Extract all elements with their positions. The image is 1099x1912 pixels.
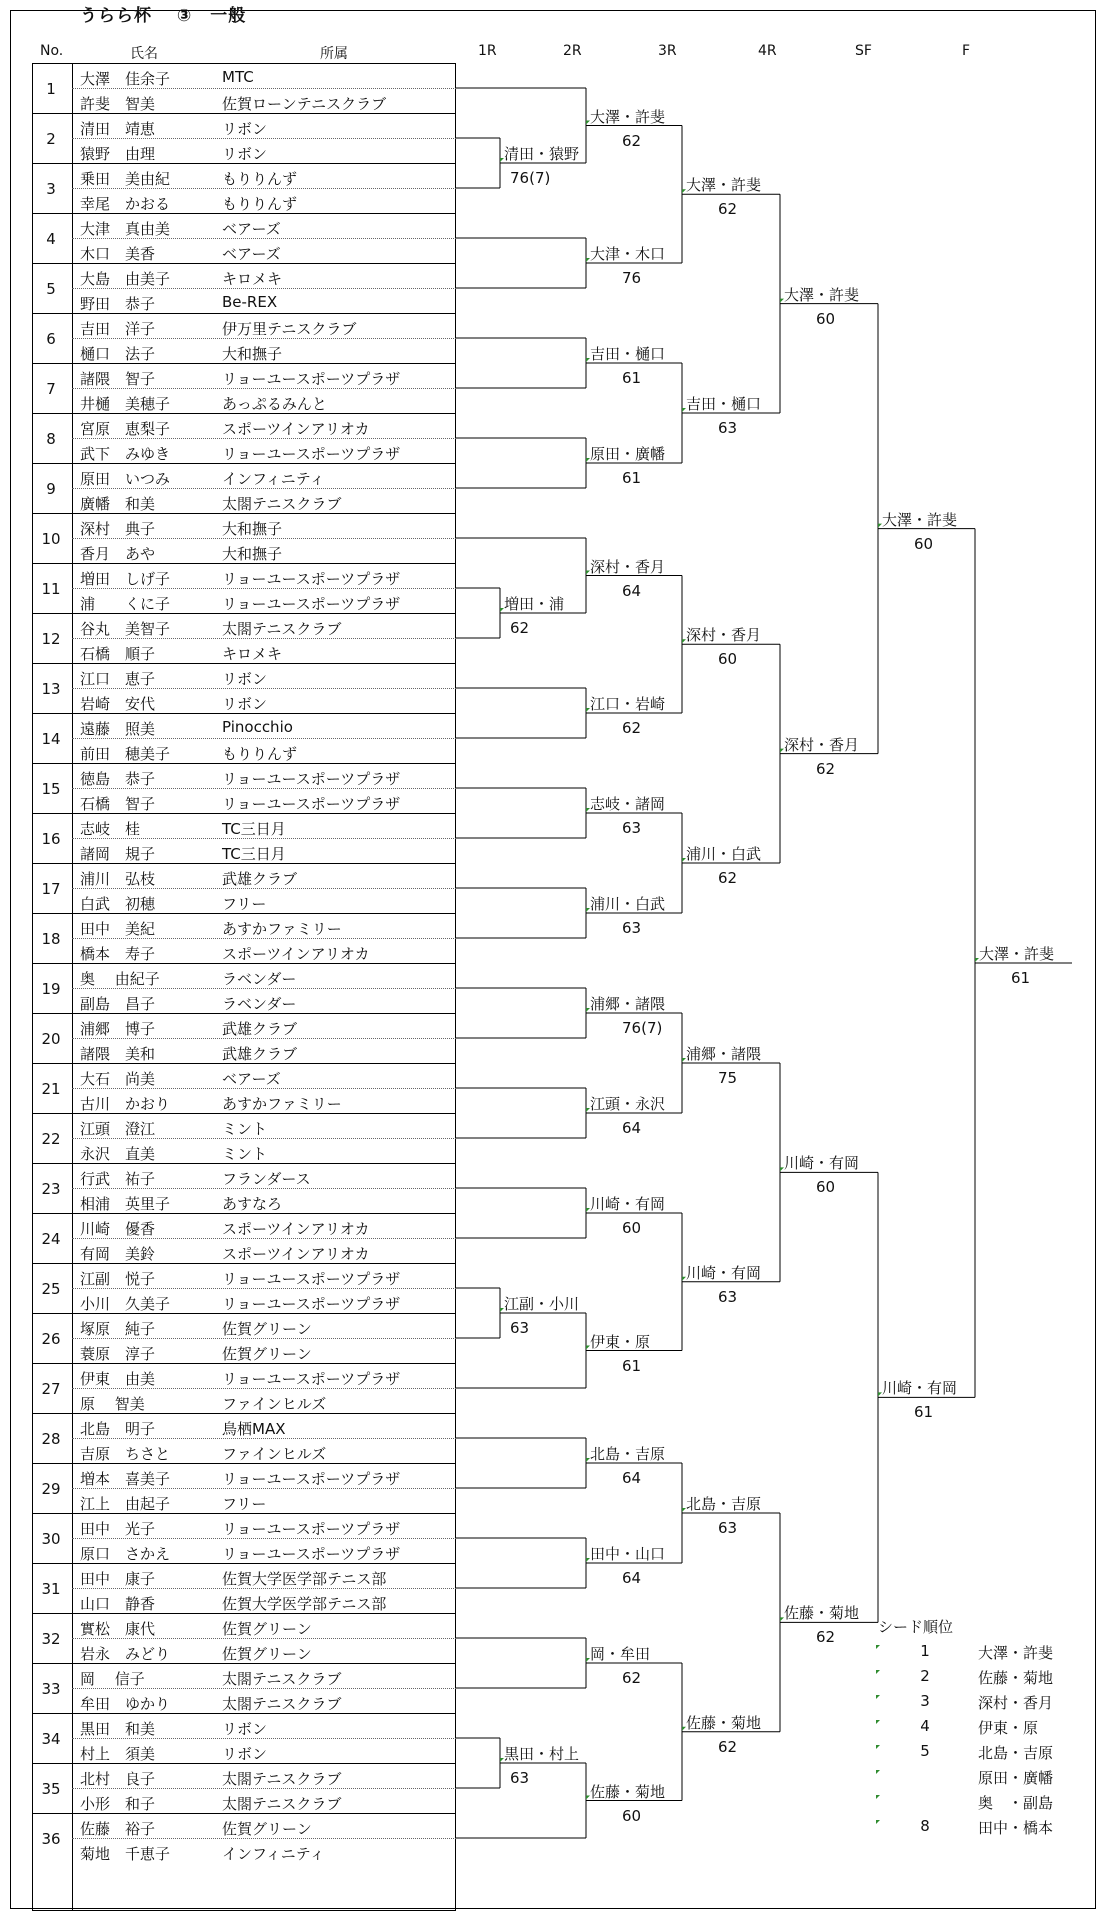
player-club: もりりんず	[222, 745, 298, 763]
player-club: フリー	[222, 1495, 267, 1513]
player-name: 岩永 みどり	[80, 1645, 171, 1663]
player-name: 北島 明子	[80, 1420, 156, 1438]
pair-number: 26	[41, 1330, 61, 1348]
pair-number: 30	[41, 1530, 61, 1548]
player-club: 太閤テニスクラブ	[222, 620, 342, 638]
player-name: 大澤 佳余子	[80, 70, 171, 88]
player-club: 佐賀グリーン	[222, 1820, 312, 1838]
match-score: 63	[622, 919, 642, 937]
player-club: リョーユースポーツプラザ	[222, 445, 401, 463]
pair-number: 20	[41, 1030, 61, 1048]
player-club: スポーツインアリオカ	[222, 1245, 370, 1263]
match-score: 63	[510, 1769, 530, 1787]
player-name: 浦 くに子	[80, 595, 171, 613]
pair-number: 7	[46, 380, 56, 398]
seed-rank: 8	[920, 1817, 930, 1835]
seed-rank: 5	[920, 1742, 930, 1760]
player-name: 野田 恭子	[80, 295, 156, 313]
player-club: 佐賀グリーン	[222, 1620, 312, 1638]
player-club: 太閤テニスクラブ	[222, 1770, 342, 1788]
match-winner: 佐藤・菊地	[590, 1782, 666, 1801]
player-club: 伊万里テニスクラブ	[222, 320, 357, 338]
player-club: キロメキ	[222, 645, 283, 663]
player-club: リボン	[222, 695, 268, 713]
player-club: 佐賀大学医学部テニス部	[222, 1570, 387, 1588]
pair-number: 13	[41, 680, 61, 698]
player-name: 武下 みゆき	[80, 445, 171, 463]
match-winner: 浦川・白武	[686, 845, 762, 863]
player-club: リボン	[222, 670, 268, 688]
match-score: 62	[510, 619, 530, 637]
player-name: 前田 穂美子	[80, 745, 171, 763]
player-club: 大和撫子	[222, 345, 283, 363]
match-score: 62	[718, 869, 738, 887]
match-score: 62	[622, 131, 642, 150]
match-winner: 大澤・許斐	[686, 176, 762, 195]
pair-number: 25	[41, 1280, 61, 1298]
match-winner: 川崎・有岡	[882, 1379, 958, 1398]
player-name: 大島 由美子	[80, 270, 171, 288]
match-winner: 江副・小川	[504, 1295, 580, 1313]
player-name: 田中 美紀	[80, 920, 156, 938]
player-name: 原田 いつみ	[80, 470, 171, 488]
player-name: 有岡 美鈴	[80, 1245, 156, 1263]
pair-number: 14	[41, 730, 61, 748]
header-club: 所属	[320, 46, 348, 62]
player-name: 江口 恵子	[80, 670, 156, 688]
player-club: リョーユースポーツプラザ	[222, 1370, 401, 1388]
player-name: 木口 美香	[80, 245, 156, 263]
pair-number: 36	[41, 1830, 61, 1848]
pair-number: 19	[41, 980, 61, 998]
player-club: 大和撫子	[222, 520, 283, 538]
match-winner: 川崎・有岡	[590, 1195, 666, 1213]
match-score: 64	[622, 581, 642, 600]
player-club: TC三日月	[222, 845, 286, 863]
player-name: 諸隈 美和	[80, 1045, 156, 1063]
header-4r: 4R	[758, 43, 777, 59]
player-name: 奥 由紀子	[80, 970, 160, 988]
player-name: 岩崎 安代	[80, 695, 156, 713]
player-name: 浦川 弘枝	[80, 870, 156, 888]
player-name: 岡 信子	[80, 1670, 145, 1688]
player-name: 清田 靖恵	[80, 120, 156, 138]
player-name: 大石 尚美	[80, 1070, 156, 1088]
match-score: 61	[622, 469, 642, 487]
match-score: 64	[622, 1119, 642, 1137]
pair-number: 33	[41, 1680, 61, 1698]
player-name: 川崎 優香	[80, 1220, 156, 1238]
player-name: 石橋 智子	[80, 795, 156, 813]
player-club: キロメキ	[222, 270, 283, 288]
winner-marker	[876, 1820, 880, 1824]
player-name: 吉田 洋子	[80, 320, 156, 338]
player-name: 北村 良子	[80, 1770, 156, 1788]
player-name: 深村 典子	[80, 520, 156, 538]
match-score: 60	[816, 309, 836, 328]
player-club: リョーユースポーツプラザ	[222, 370, 401, 388]
seed-rank: 3	[920, 1692, 930, 1710]
player-club: スポーツインアリオカ	[222, 945, 370, 963]
match-score: 60	[622, 1219, 642, 1237]
player-name: 村上 須美	[80, 1745, 156, 1763]
player-name: 猿野 由理	[80, 145, 156, 163]
player-name: 遠藤 照美	[80, 720, 156, 738]
player-name: 原 智美	[80, 1395, 145, 1413]
match-winner: 増田・浦	[504, 595, 565, 613]
player-club: リョーユースポーツプラザ	[222, 770, 401, 788]
match-score: 61	[622, 369, 642, 387]
player-club: ファインヒルズ	[222, 1445, 327, 1463]
player-club: あっぷるみんと	[222, 395, 327, 413]
player-name: 行武 祐子	[80, 1170, 156, 1188]
pair-number: 5	[46, 280, 56, 298]
player-club: リョーユースポーツプラザ	[222, 1270, 401, 1288]
match-winner: 吉田・樋口	[590, 345, 666, 363]
match-winner: 大津・木口	[590, 245, 666, 263]
player-club: スポーツインアリオカ	[222, 1220, 370, 1238]
player-name: 香月 あや	[80, 545, 156, 563]
match-score: 63	[622, 819, 642, 837]
seed-pair: 北島・吉原	[978, 1744, 1054, 1762]
pair-number: 6	[46, 330, 56, 348]
match-winner: 川崎・有岡	[784, 1154, 860, 1173]
player-name: 許斐 智美	[80, 95, 156, 113]
match-score: 64	[622, 1469, 642, 1487]
match-winner: 北島・吉原	[590, 1445, 666, 1463]
player-name: 田中 康子	[80, 1570, 156, 1588]
match-score: 61	[1011, 969, 1031, 987]
player-club: ベアーズ	[222, 220, 281, 238]
header-sf: SF	[855, 43, 872, 59]
player-name: 諸岡 規子	[80, 845, 156, 863]
seed-rank: 1	[920, 1642, 930, 1660]
player-name: 廣幡 和美	[80, 495, 156, 513]
player-name: 副島 昌子	[80, 995, 156, 1013]
match-score: 64	[622, 1569, 642, 1587]
player-club: 鳥栖MAX	[222, 1420, 286, 1438]
match-score: 63	[718, 1519, 738, 1537]
player-club: MTC	[222, 68, 254, 86]
match-winner: 大澤・許斐	[784, 285, 860, 304]
player-club: Pinocchio	[222, 718, 293, 736]
match-winner: 佐藤・菊地	[686, 1713, 762, 1732]
header-3r: 3R	[658, 43, 677, 59]
pair-number: 35	[41, 1780, 61, 1798]
player-club: リョーユースポーツプラザ	[222, 1545, 401, 1563]
winner-marker	[876, 1670, 880, 1674]
header-name: 氏名	[130, 46, 158, 62]
pair-number: 29	[41, 1480, 61, 1498]
pair-number: 22	[41, 1130, 61, 1148]
player-club: リョーユースポーツプラザ	[222, 1470, 401, 1488]
player-club: Be-REX	[222, 293, 278, 311]
player-name: 江頭 澄江	[80, 1120, 156, 1138]
player-club: もりりんず	[222, 195, 298, 213]
player-name: 白武 初穂	[80, 895, 156, 913]
match-winner: 浦郷・諸隈	[686, 1045, 762, 1063]
winner-marker	[876, 1795, 880, 1799]
player-club: リボン	[222, 1720, 268, 1738]
seed-pair: 奥 ・副島	[978, 1794, 1054, 1812]
pair-number: 15	[41, 780, 61, 798]
player-club: 武雄クラブ	[222, 1045, 298, 1063]
player-name: 吉原 ちさと	[80, 1445, 171, 1463]
winner-marker	[876, 1645, 880, 1649]
player-club: リョーユースポーツプラザ	[222, 1295, 401, 1313]
player-club: 太閤テニスクラブ	[222, 1695, 342, 1713]
pair-number: 12	[41, 630, 61, 648]
match-score: 75	[718, 1069, 738, 1087]
match-winner: 田中・山口	[590, 1545, 666, 1563]
player-name: 原口 さかえ	[80, 1545, 171, 1563]
match-winner: 佐藤・菊地	[784, 1604, 860, 1623]
page-title: うらら杯 ③ 一般	[80, 6, 247, 26]
player-name: 蓑原 淳子	[80, 1345, 156, 1363]
match-winner: 志岐・諸岡	[590, 795, 666, 813]
match-winner: 浦川・白武	[590, 895, 666, 913]
match-winner: 吉田・樋口	[686, 395, 762, 413]
player-club: 佐賀グリーン	[222, 1345, 312, 1363]
player-club: 武雄クラブ	[222, 1020, 298, 1038]
player-club: スポーツインアリオカ	[222, 420, 370, 438]
header-1r: 1R	[478, 43, 497, 59]
player-name: 黒田 和美	[80, 1720, 156, 1738]
match-score: 60	[914, 534, 934, 553]
player-club: 武雄クラブ	[222, 870, 298, 888]
pair-number: 4	[46, 230, 56, 248]
seed-pair: 田中・橋本	[978, 1819, 1054, 1837]
match-score: 76	[622, 269, 642, 287]
seed-pair: 伊東・原	[978, 1719, 1039, 1737]
pair-number: 31	[41, 1580, 61, 1598]
player-club: 佐賀大学医学部テニス部	[222, 1595, 387, 1613]
player-club: インフィニティ	[222, 470, 325, 488]
seed-rank: 4	[920, 1717, 930, 1735]
player-name: 小川 久美子	[80, 1295, 171, 1313]
player-club: ミント	[222, 1120, 268, 1138]
player-club: あすかファミリー	[222, 1095, 342, 1113]
player-club: 佐賀グリーン	[222, 1320, 312, 1338]
player-club: 佐賀グリーン	[222, 1645, 312, 1663]
match-score: 62	[816, 1628, 836, 1647]
player-name: 諸隈 智子	[80, 370, 156, 388]
pair-number: 16	[41, 830, 61, 848]
winner-marker	[876, 1695, 880, 1699]
match-score: 63	[718, 1287, 738, 1306]
pair-number: 8	[46, 430, 56, 448]
match-score: 63	[718, 419, 738, 437]
pair-number: 10	[41, 530, 61, 548]
match-score: 62	[718, 200, 738, 219]
pair-number: 18	[41, 930, 61, 948]
player-name: 幸尾 かおる	[80, 195, 171, 213]
player-name: 石橋 順子	[80, 645, 156, 663]
player-name: 増本 喜美子	[80, 1470, 171, 1488]
match-score: 60	[816, 1178, 836, 1197]
player-club: インフィニティ	[222, 1845, 325, 1863]
seed-pair: 佐藤・菊地	[978, 1669, 1054, 1687]
pair-number: 11	[41, 580, 61, 598]
match-winner: 北島・吉原	[686, 1495, 762, 1513]
pair-number: 27	[41, 1380, 61, 1398]
seed-pair: 深村・香月	[978, 1694, 1054, 1712]
match-winner: 江頭・永沢	[590, 1095, 666, 1113]
player-club: ベアーズ	[222, 1070, 281, 1088]
player-club: リョーユースポーツプラザ	[222, 1520, 401, 1538]
match-score: 76(7)	[510, 169, 551, 187]
match-score: 62	[622, 719, 642, 737]
pair-number: 28	[41, 1430, 61, 1448]
pair-number: 3	[46, 180, 56, 198]
player-name: 井樋 美穂子	[80, 395, 171, 413]
match-winner: 清田・猿野	[504, 145, 580, 163]
player-club: 太閤テニスクラブ	[222, 1795, 342, 1813]
header-f: F	[962, 43, 971, 59]
match-winner: 大澤・許斐	[882, 510, 958, 529]
player-club: TC三日月	[222, 820, 286, 838]
player-name: 谷丸 美智子	[80, 620, 171, 638]
player-name: 江上 由起子	[80, 1495, 171, 1513]
player-club: リョーユースポーツプラザ	[222, 795, 401, 813]
match-winner: 大澤・許斐	[979, 945, 1055, 963]
player-club: あすなろ	[222, 1195, 283, 1213]
pair-number: 1	[46, 80, 56, 98]
player-name: 相浦 英里子	[80, 1195, 171, 1213]
match-score: 61	[622, 1356, 642, 1375]
player-name: 實松 康代	[80, 1620, 156, 1638]
player-club: 太閤テニスクラブ	[222, 1670, 342, 1688]
match-score: 62	[718, 1737, 738, 1756]
player-club: フランダース	[222, 1170, 311, 1188]
player-name: 大津 真由美	[80, 220, 171, 238]
match-score: 60	[622, 1806, 642, 1825]
pair-number: 17	[41, 880, 61, 898]
player-club: ファインヒルズ	[222, 1395, 327, 1413]
player-name: 江副 悦子	[80, 1270, 156, 1288]
player-name: 永沢 直美	[80, 1145, 156, 1163]
match-winner: 浦郷・諸隈	[590, 995, 666, 1013]
seed-pair: 原田・廣幡	[978, 1769, 1054, 1787]
match-winner: 深村・香月	[686, 626, 762, 645]
winner-marker	[876, 1720, 880, 1724]
player-club: ラベンダー	[222, 970, 297, 988]
player-club: 太閤テニスクラブ	[222, 495, 342, 513]
pair-number: 32	[41, 1630, 61, 1648]
match-score: 60	[718, 650, 738, 669]
pair-number: 23	[41, 1180, 61, 1198]
player-name: 橋本 寿子	[80, 945, 156, 963]
match-score: 76(7)	[622, 1019, 663, 1037]
player-name: 古川 かおり	[80, 1095, 171, 1113]
player-name: 宮原 恵梨子	[80, 420, 171, 438]
match-score: 62	[816, 759, 836, 778]
match-winner: 深村・香月	[784, 735, 860, 754]
player-club: ミント	[222, 1145, 268, 1163]
player-club: 大和撫子	[222, 545, 283, 563]
player-name: 浦郷 博子	[80, 1020, 156, 1038]
player-club: リボン	[222, 120, 268, 138]
player-name: 樋口 法子	[80, 345, 156, 363]
header-no: No.	[40, 43, 64, 59]
match-winner: 江口・岩崎	[590, 695, 666, 713]
player-name: 徳島 恭子	[80, 770, 156, 788]
match-winner: 原田・廣幡	[590, 445, 666, 463]
match-winner: 伊東・原	[590, 1332, 651, 1351]
player-club: ラベンダー	[222, 995, 297, 1013]
player-name: 塚原 純子	[80, 1320, 156, 1338]
player-name: 小形 和子	[80, 1795, 156, 1813]
seed-title: シード順位	[878, 1618, 954, 1636]
pair-number: 21	[41, 1080, 61, 1098]
match-winner: 黒田・村上	[504, 1745, 580, 1763]
match-winner: 大澤・許斐	[590, 107, 666, 126]
match-winner: 深村・香月	[590, 557, 666, 576]
player-club: 佐賀ローンテニスクラブ	[222, 95, 387, 113]
match-score: 61	[914, 1403, 934, 1422]
winner-marker	[876, 1770, 880, 1774]
seed-rank: 2	[920, 1667, 930, 1685]
player-club: リボン	[222, 1745, 268, 1763]
player-club: ベアーズ	[222, 245, 281, 263]
pair-number: 24	[41, 1230, 61, 1248]
player-club: もりりんず	[222, 170, 298, 188]
winner-marker	[876, 1745, 880, 1749]
player-name: 乗田 美由紀	[80, 170, 171, 188]
match-winner: 川崎・有岡	[686, 1263, 762, 1282]
player-name: 田中 光子	[80, 1520, 156, 1538]
match-score: 63	[510, 1319, 530, 1337]
player-club: あすかファミリー	[222, 920, 342, 938]
pair-number: 2	[46, 130, 56, 148]
player-club: リョーユースポーツプラザ	[222, 595, 401, 613]
player-name: 佐藤 裕子	[80, 1820, 156, 1838]
player-name: 山口 静香	[80, 1595, 156, 1613]
player-name: 菊地 千恵子	[80, 1845, 171, 1863]
player-club: リョーユースポーツプラザ	[222, 570, 401, 588]
match-score: 62	[622, 1669, 642, 1687]
player-name: 志岐 桂	[80, 820, 141, 838]
player-name: 牟田 ゆかり	[80, 1695, 171, 1713]
pair-number: 34	[41, 1730, 61, 1748]
player-club: フリー	[222, 895, 267, 913]
player-name: 伊東 由美	[80, 1370, 156, 1388]
match-winner: 岡・牟田	[590, 1645, 651, 1663]
pair-number: 9	[46, 480, 56, 498]
header-2r: 2R	[563, 43, 582, 59]
player-name: 増田 しげ子	[80, 570, 171, 588]
seed-pair: 大澤・許斐	[978, 1644, 1054, 1662]
player-club: リボン	[222, 145, 268, 163]
